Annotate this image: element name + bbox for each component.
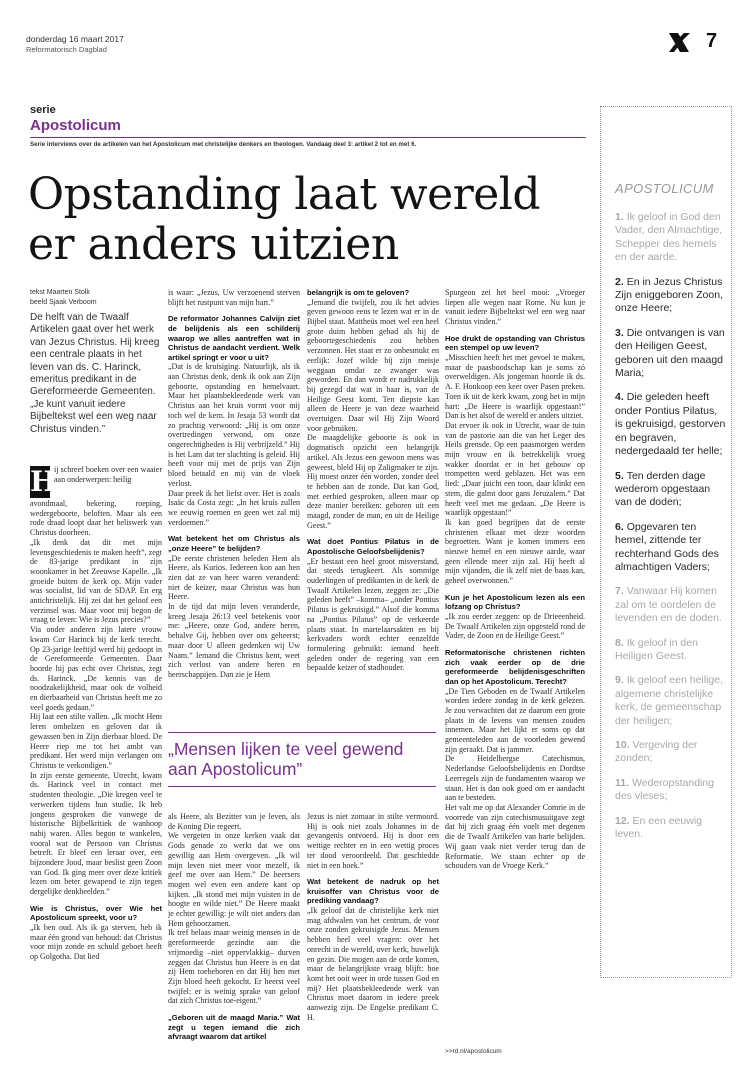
creed-article-number: 6. bbox=[615, 520, 627, 533]
pull-quote bbox=[168, 732, 436, 787]
interview-question: belangrijk is om te geloven? bbox=[307, 288, 410, 297]
creed-article-number: 8. bbox=[615, 636, 627, 649]
credit-photo: beeld Sjaak Verboom bbox=[30, 299, 97, 306]
creed-article-text: En een eeuwig leven. bbox=[615, 814, 702, 841]
creed-article-text: Ik geloof in God den Vader, den Almachtige, Schepper des hemels en der aarde. bbox=[615, 211, 723, 264]
body-paragraph: „Ik ben oud. Als ik ga sterven, heb ik maar één grond van behoud: dat Christus voor mijn zonde en schuld geboet heeft op Golgotha. Dat lied bbox=[30, 923, 162, 962]
creed-article-number: 5. bbox=[615, 469, 627, 482]
creed-article bbox=[615, 276, 727, 316]
body-paragraph: De maagdelijke geboorte is ook in dogmatisch opzicht een belangrijk artikel. Als Jezus een gewoon mens was geweest, bleld Hij op Zaligmaker te zijn. Hij moest onzer één worden, zonder deel te hebben aan de zonde. Dat kan God, met eerbied gesproken, alleen maar op deze manier bereiken: geboren uit een maagd, zonder de man, en uit de Heilige Geest.” bbox=[307, 433, 439, 530]
creed-article-text: Wederopstanding des vleses; bbox=[615, 776, 715, 803]
pull-quote-text: „Mensen lijken te veel gewend aan Apostolicum” bbox=[168, 739, 404, 779]
column-3-lower bbox=[307, 812, 439, 1058]
series-rule bbox=[30, 137, 586, 138]
body-paragraph: We vergeten in onze kerken vaak dat Gods genade zo werkt dat we ons gewillig aan Hem overgeven. „Ik wil mijn leven niet meer voor mezelf, ik geef me over aan Hem.” De heersers mogen wel even een andere kant op kijken. „Ik stond met mijn vuisten in de hoogte en wilde niet.” De Heere maakt je echter gewillig: je wilt niet anders dan Hem gehoorzamen. bbox=[168, 831, 300, 928]
creed-articles-list bbox=[615, 211, 727, 852]
quote-rule-bottom bbox=[168, 786, 436, 787]
creed-article bbox=[615, 815, 727, 842]
body-paragraph: Hij laat een stilte vallen. „Ik mocht Hem leren omhelzen en geloven dat ik gewassen ben in Zijn dierbaar bloed. De Heere riep me tot het ambt van predikant. Het werd mijn verlangen om Christus te verkondigen.” bbox=[30, 712, 162, 770]
creed-article-number: 10. bbox=[615, 739, 633, 751]
body-paragraph: „De eerste christenen beleden Hem als Heere, als Kurios. Iedereen kon aan hen zien dat ze van heer waren veranderd: niet de keizer, maar Christus was hun Heere. bbox=[168, 553, 300, 602]
quote-rule-top bbox=[168, 732, 436, 733]
body-paragraph: „Ik denk dat dit met mijn levensgeschiedenis te maken heeft”, zegt de 83-jarige predikant in zijn woonkamer in het Zeeuwse Kapelle. „Ik groeide buiten de kerk op. Mijn vader was socialist, lid van de SDAP. En erg antichristelijk. Hij zei dat het geloof een verzinsel was. Maar voor mij begon de vraag te leven: Wie is Jezus precies?” bbox=[30, 537, 162, 625]
credit-text: tekst Maarten Stolk bbox=[30, 289, 90, 296]
body-paragraph: „Misschien heeft het met gevoel te maken, maar de paasboodschap kan je soms zó overweldigen. Als jongeman hoorde ik ds. A. F. Honkoop een keer over Pasen preken. Toen ik uit de kerk kwam, zong het in mijn hart: „De Heere is waarlijk opgestaan!” Dan is het alsof de wereld er anders uitziet. bbox=[445, 353, 585, 421]
column-3 bbox=[307, 288, 439, 728]
body-paragraph: avondmaal, bekering, roeping, wedergeboorte, beloften. Maar als een rode draad loopt daar het beliswerk van Christus doorheen. bbox=[30, 499, 162, 538]
body-paragraph: „Er bestaat een heel groot misverstand, dat steeds terugkeert. Als sommige ouderlingen of predikanten in de kerk de Twaalf Artikelen lezen, zeggen ze: „Die geleden heeft” –komma– „onder Pontius Pilatus is gekruisigd.” Alsof die komma na „Pontius Pilatus” op de verkeerde plaats staat. In martelaarsakten en bij kerkvaders wordt echter eenzelfde formulering gebruikt: iemand heeft geleden onder de regering van een bepaalde keizer of stadhouder. bbox=[307, 556, 439, 673]
creed-article-number: 11. bbox=[615, 776, 632, 789]
body-paragraph: als Heere, als Bezitter van je leven, als de Koning Die regeert. bbox=[168, 812, 300, 831]
body-paragraph: In de tijd dat mijn leven veranderde, kreeg Jesaja 26:13 veel betekenis voor me: „Heere, onze God, andere heren, behalve Gij, hebben over ons geheerst; maar door U alleen gedenken wij Uw Naam.” Iemand die Christus kent, weet zich verlost van andere heren en heerschappijen. Dan zie je Hem bbox=[168, 602, 300, 679]
apostolicum-sidebar bbox=[600, 106, 732, 978]
interview-question: „Geboren uit de maagd Maria.” Wat zegt u tegen iemand die zich afvraagt waarom dat artikel bbox=[168, 1013, 300, 1042]
interview-question: De reformator Johannes Calvijn ziet de belijdenis als een schilderij waarop we alles aantreffen wat in Christus de aandacht verdient. Welk artikel springt er voor u uit? bbox=[168, 314, 300, 362]
body-paragraph: „Dat is de kruisiging. Natuurlijk, als ik aan Christus denk, denk ik ook aan Zijn geboorte, opstanding en hemelvaart. Maar het plaatsbekleedende werk van Christus aan het kruis vormt voor mij toch wel de kern. In Jesaja 53 wordt dat zo prachtig verwoord: „Hij is om onze overtredingen verwond, om onze ongerechtigheden is Hij verbrijzeld.” Hij is het Lam dat ter slachting is geleid. Hij heeft voor mij met de prijs van Zijn bloed betaald en mij van de vloek verlost. bbox=[168, 362, 300, 488]
interview-question: Hoe drukt de opstanding van Christus een stempel op uw leven? bbox=[445, 333, 585, 353]
creed-article bbox=[615, 470, 727, 510]
headline-line-2: er anders uitzien bbox=[28, 219, 399, 270]
creed-article-number: 1. bbox=[615, 211, 627, 223]
body-paragraph: Het valt me op dat Alexander Comrie in de voorrede van zijn catechismusuitgave zegt dat hij zich graag één voelt met degenen die de Twaalf Artikelen van harte belijden. Wij gaan vaak niet verder terug dan de Reformatie. We staan echter op de schouders van de Vroege Kerk.” bbox=[445, 802, 585, 871]
column-2 bbox=[168, 288, 300, 728]
column-1 bbox=[30, 499, 162, 999]
body-paragraph: Dat ervoer ik ook in Utrecht, waar de tuin van de pastorie aan die van het Leger des Heils grensde. Op een paasmorgen werden mijn vrouw en ik betrekkelijk vroeg wakker doordat er in het gebouw op trompetten werd geblazen. Het was een lied: „Daar juicht een toon, daar klinkt een stem, die galmt door gans Jeruzalem.” Dat heeft veel met me gedaan. „De Heere is waarlijk opgestaan!” bbox=[445, 420, 585, 518]
creed-article-text: Ik geloof in den Heiligen Geest. bbox=[615, 636, 698, 662]
page-number: 7 bbox=[706, 30, 718, 52]
body-paragraph: Jezus is niet zomaar in stilte vermoord. Hij is ook niet zoals Johannes in de gevangenis ontvoerd. Hij is door een wettige rechter en in een wettig proces ter dood veroordeeld. Dat geschiedde niet in een hoek.” bbox=[307, 812, 439, 870]
web-link[interactable]: >>rd.nl/apostolicum bbox=[445, 1048, 502, 1055]
creed-article-number: 7. bbox=[615, 585, 627, 598]
interview-question: Reformatorische christenen richten zich vaak eerder op de drie gereformeerde belijdenisgeschriften dan op het Apostolicum. Terecht? bbox=[445, 648, 585, 686]
body-paragraph: „Ik zou eerder zeggen: op de Drieeenheid. De Twaalf Artikelen zijn opgesteld rond de Vader, de Zoon en de Heilige Geest.” bbox=[445, 612, 585, 641]
article-lead: De helft van de Twaalf Artikelen gaat over het werk van Jezus Christus. Hij kreeg een centrale plaats in het leven van ds. C. Harinck, emeritus predikant in de Gereformeerde Gemeenten. „Je kunt vanuit iedere Bijbeltekst wel een weg naar Christus vinden.” bbox=[30, 312, 160, 435]
interview-question: Wie is Christus, over Wie het Apostolicum spreekt, voor u? bbox=[30, 903, 162, 923]
column-1-start bbox=[54, 465, 162, 499]
creed-article-text: Opgevaren ten hemel, zittende ter rechterhand Gods des almachtigen Vaders; bbox=[615, 520, 719, 573]
body-paragraph: Ik tref helaas maar weinig mensen in de gereformeerde gezindte aan die vrijmoedig –niet oppervlakkig– durven zeggen dat Christus hun Heere is en dat zij Hem toebehoren en dat Hij hen met Zijn bloed heeft gekocht. Er heerst veel twijfel: er is weinig sprake van geloof dat zich Christus toe-eigent.” bbox=[168, 928, 300, 1006]
creed-article bbox=[615, 674, 727, 728]
series-name: Apostolicum bbox=[30, 117, 121, 134]
series-kicker: serie bbox=[30, 104, 56, 116]
creed-article-number: 2. bbox=[615, 275, 627, 288]
column-2-lower bbox=[168, 812, 300, 1058]
creed-article bbox=[615, 585, 727, 625]
creed-article bbox=[615, 739, 727, 766]
body-paragraph: Via onder anderen zijn latere vrouw kwam Cor Harinck bij de kerk terecht. Op 23-jarige leeftijd werd hij gedoopt in de Gereformeerde Gemeenten. Daar hoorde hij pas echt over Christus, zegt ds. Harinck. „De kennis van de noodzakelijkheid, maar ook de volheid en dierbaarheid van Christus heeft me zo veel goeds gedaan.” bbox=[30, 625, 162, 712]
creed-article-text: Ik geloof een heilige, algemene christelijke kerk, de gemeenschap der heiligen; bbox=[615, 674, 724, 727]
body-paragraph: „Jemand die twijfelt, zou ik het advies geven gewoon eens te lezen wat er in de Bijbel staat. Mattheüs moet wel een heel grote duim hebben gehad als hij de geboortegeschiedenis zou hebben verzonnen. Het staat er zo onbesmukt en eerlijk: Jozef wilde bij zijn meisje weggaan omdat ze zwanger was geworden. En dan wordt er nadrukkelijk bij gezegd dat wat in haar is, van de Heilige Geest komt. Ten diepste kan alleen de Heere je van deze waarheid overtuigen. Daar wil Hij Zijn Woord voor gebruiken. bbox=[307, 297, 439, 433]
body-paragraph: ij schreef boeken over een waaier aan onderwerpen: heilig bbox=[54, 465, 162, 484]
newspaper-name: Reformatorisch Dagblad bbox=[26, 45, 107, 54]
creed-article bbox=[615, 211, 727, 265]
interview-question: Wat betekent de nadruk op het kruisoffer van Christus voor de prediking vandaag? bbox=[307, 877, 439, 906]
creed-article-number: 12. bbox=[615, 814, 633, 827]
rd-x-logo-icon bbox=[666, 30, 692, 56]
interview-question: Wat betekent het om Christus als „onze Heere” te belijden? bbox=[168, 534, 300, 553]
page-header bbox=[26, 30, 718, 64]
interview-question: Wat doet Pontius Pilatus in de Apostolische Geloofsbelijdenis? bbox=[307, 537, 439, 557]
column-4 bbox=[445, 288, 585, 1048]
creed-article bbox=[615, 391, 727, 458]
creed-article-text: Die ontvangen is van den Heiligen Geest, geboren uit den maagd Maria; bbox=[615, 326, 725, 380]
drop-cap: H bbox=[30, 465, 57, 498]
body-paragraph: is waar: „Jezus, Uw verzoenend sterven blijft het rustpunt van mijn hart.” bbox=[168, 288, 300, 307]
body-paragraph: Daar preek ik het liefst over. Het is zoals Isaäc da Costa zegt: „In het kruis zullen we eeuwig roemen en geen wet zal mij verdoemen.” bbox=[168, 488, 300, 527]
creed-article-text: Die geleden heeft onder Pontius Pilatus, is gekruisigd, gestorven en begraven, nedergedaald ter helle; bbox=[615, 391, 726, 458]
body-paragraph: „De Tien Geboden en de Twaalf Artikelen worden iedere zondag in de kerk gelezen. Je zou verwachten dat ze daarom een grote plaats in de levens van mensen zouden innemen. Maar het lijkt er soms op dat gemeenteleden aan de voorleden gewend zijn geraakt. Dat is jammer. bbox=[445, 686, 585, 754]
body-paragraph: De Heidelbergse Catechismus, Nederlandse Geloofsbelijdenis en Dordtse Leerregels zijn de fundamenten waarop we staan. Het is dan ook goed om er aandacht aan te besteden. bbox=[445, 754, 585, 803]
body-paragraph: „Ik geloof dat de christelijke kerk niet mag afdwalen van het centrum, de voor onze zonden gekruisigde Jezus. Mensen hebben heel veel vragen: over het onrecht in de wereld, over kerk, huwelijk en gezin. Die mogen aan de orde komen, maar de belangrijkste vraag blijft: hoe komt het ooit weer in orde tussen God en mij? Het plaatsbekleedende werk van Christus moet daarom in iedere preek aanwezig zijn. De Engelse predikant C. H. bbox=[307, 906, 439, 1022]
creed-article bbox=[615, 777, 727, 804]
headline-line-1: Opstanding laat wereld bbox=[28, 169, 541, 220]
creed-article-number: 4. bbox=[615, 391, 627, 404]
interview-question: Kun je het Apostolicum lezen als een lofzang op Christus? bbox=[445, 592, 585, 612]
creed-article-number: 3. bbox=[615, 326, 627, 339]
article-credits bbox=[30, 288, 97, 308]
article-headline bbox=[28, 170, 598, 270]
creed-article bbox=[615, 637, 727, 664]
creed-article-text: Vergeving der zonden; bbox=[615, 739, 698, 765]
body-paragraph: In zijn eerste gemeente, Utrecht, kwam ds. Harinck veel in contact met studenten theologie. „Die kregen veel te verwerken tijdens hun studie. Ik heb jongens gesproken die vanwege de historische Bijbelkritiek de wanhoop nabij waren. Alles begon te wankelen, vooral wat de Persoon van Christus betreft. Er bleef een leraar over, een bijzondere Jood, maar beslist geen Zoon van God. Ik ging meer over deze kritiek lezen om beter gewapend te zijn tegen dergelijke denkbeelden.” bbox=[30, 770, 162, 897]
body-paragraph: Ik kan goed begrijpen dat de eerste christenen elkaar met deze woorden begroetten. Want je komen immers een nieuwe hemel en een nieuwe aarde, waar geen ellende meer zijn zal. Hij heeft al mijn vijanden, die ik zelf niet de baas kan, geheel overwonnen.” bbox=[445, 517, 585, 586]
issue-date: donderdag 16 maart 2017 bbox=[26, 34, 124, 44]
creed-article bbox=[615, 521, 727, 575]
creed-article-text: Ten derden dage wederom opgestaan van de doden; bbox=[615, 469, 711, 509]
creed-article-text: Vanwaar Hij komen zal om te oordelen de levenden en de doden. bbox=[615, 585, 722, 625]
series-intro: Serie interviews over de artikelen van het Apostolicum met christelijke denkers en theologen. Vandaag deel 3: artikel 2 tot en met 6. bbox=[30, 141, 417, 148]
body-paragraph: Spurgeon zei het heel mooi: „Vroeger liepen alle wegen naar Rome. Nu kun je vanuit iedere Bijbeltekst wel een weg naar Christus vinden.” bbox=[445, 288, 585, 327]
creed-article-number: 9. bbox=[615, 674, 627, 687]
sidebar-title: APOSTOLICUM bbox=[615, 181, 714, 196]
creed-article-text: En in Jezus Christus Zijn eniggeboren Zoon, onze Heere; bbox=[615, 275, 723, 315]
creed-article bbox=[615, 327, 727, 381]
